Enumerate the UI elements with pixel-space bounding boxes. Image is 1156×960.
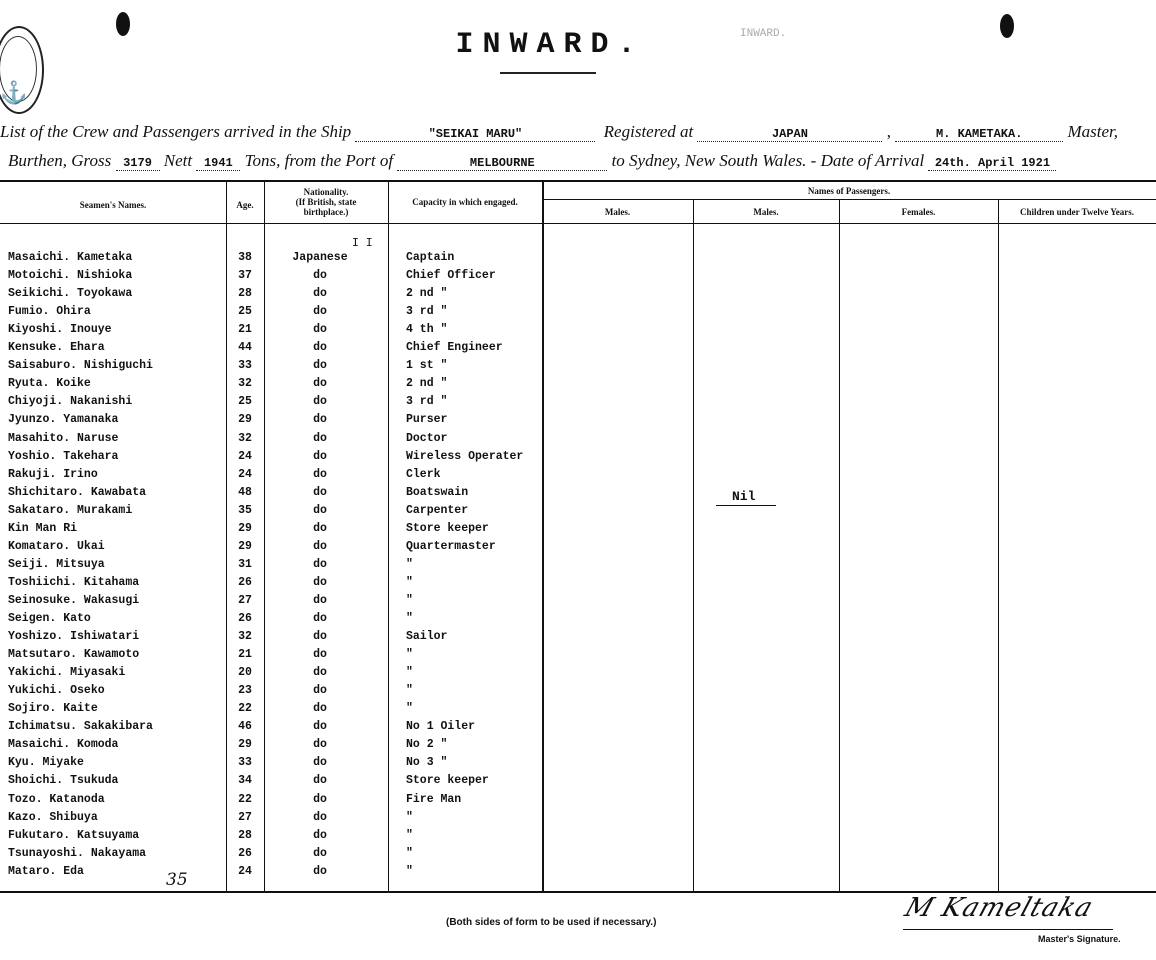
- crew-nationality: do: [313, 612, 327, 625]
- crew-nationality: do: [313, 756, 327, 770]
- crew-capacity: Doctor: [406, 431, 448, 445]
- header-line-2: [8, 151, 1056, 171]
- crew-nationality: do: [313, 269, 327, 283]
- crew-name: Motoichi. Nishioka: [8, 269, 133, 283]
- col-header-females: Females.: [901, 207, 936, 217]
- crew-name: Toshiichi. Kitahama: [8, 575, 140, 589]
- nil-underline: [716, 505, 776, 506]
- col-divider-capacity: [388, 182, 389, 892]
- crew-nationality: do: [313, 323, 327, 337]
- crew-nationality: do: [313, 539, 327, 553]
- col-divider-females: [839, 200, 840, 892]
- col-header-males-2: Males.: [753, 207, 779, 217]
- total-crew-annotation: 35: [166, 870, 188, 890]
- crew-capacity: Store keeper: [406, 774, 489, 788]
- crew-age: 28: [238, 828, 252, 842]
- crew-nationality: Japanese: [292, 251, 348, 264]
- crew-age: 25: [238, 305, 252, 319]
- crew-age: 24: [238, 449, 252, 463]
- crew-age: 32: [238, 630, 252, 644]
- tons-from-label: Tons, from the Port of: [244, 151, 394, 170]
- crew-capacity: No 2 ": [406, 738, 448, 752]
- crew-nationality: do: [313, 738, 327, 752]
- crew-name: Fumio. Ohira: [8, 305, 91, 319]
- anchor-icon: ⚓: [0, 80, 28, 105]
- crew-capacity: 4 th ": [406, 323, 448, 337]
- crew-capacity: Carpenter: [406, 503, 469, 517]
- footer-note: (Both sides of form to be used if necessary.): [446, 917, 657, 928]
- signature-line: [903, 929, 1113, 930]
- bleed-through-text: INWARD.: [740, 28, 787, 40]
- nett-tonnage: 1941: [196, 156, 240, 171]
- crew-nationality: do: [313, 864, 327, 878]
- crew-name: Saisaburo. Nishiguchi: [8, 359, 153, 373]
- crew-age: 29: [238, 413, 252, 427]
- crew-name: Ryuta. Koike: [8, 377, 91, 391]
- crew-age: 29: [238, 539, 252, 553]
- crew-age: 26: [238, 575, 252, 589]
- crew-capacity: Chief Engineer: [406, 341, 503, 355]
- crew-name: Seikichi. Toyokawa: [8, 287, 133, 301]
- col-header-capacity: Capacity in which engaged.: [412, 197, 518, 207]
- crew-name: Yoshizo. Ishiwatari: [8, 630, 140, 644]
- crew-age: 32: [238, 377, 252, 391]
- arrival-date: 24th. April 1921: [928, 156, 1056, 171]
- col-header-age: Age.: [236, 200, 254, 210]
- crew-age: 33: [238, 359, 252, 373]
- crew-capacity: ": [406, 810, 413, 824]
- crew-capacity: Store keeper: [406, 521, 489, 535]
- crew-name: Masahito. Naruse: [8, 431, 119, 445]
- crew-age: 22: [238, 792, 252, 806]
- gross-tonnage: 3179: [116, 156, 160, 171]
- signature-label: Master's Signature.: [1038, 934, 1121, 944]
- col-header-name: Seamen's Names.: [79, 200, 147, 210]
- table-header-rule: [0, 223, 1156, 224]
- crew-capacity: ": [406, 557, 413, 571]
- crew-capacity: ": [406, 828, 413, 842]
- crew-age: 21: [238, 648, 252, 662]
- burthen-label: Burthen, Gross: [8, 151, 112, 170]
- registered-at: JAPAN: [697, 127, 882, 142]
- crew-age: 32: [238, 431, 252, 445]
- nett-label: Nett: [163, 151, 193, 170]
- crew-capacity: No 3 ": [406, 756, 448, 770]
- crew-nationality: do: [313, 485, 327, 499]
- header-line-1: List of the Crew and Passengers arrived in the Ship "SEIKAI MARU" Registered at JAPAN , M. KAMETAKA. Master,: [0, 122, 1118, 141]
- crew-nationality: do: [313, 593, 327, 607]
- stray-mark: I I: [352, 237, 373, 250]
- crew-nationality: do: [313, 359, 327, 373]
- crew-age: 28: [238, 287, 252, 301]
- col-header-children: Children under Twelve Years.: [1019, 207, 1134, 217]
- master-signature: M Kameltaka: [901, 893, 1098, 923]
- crew-capacity: 2 nd ": [406, 287, 448, 301]
- passengers-nil: Nil: [732, 489, 756, 504]
- crew-nationality: do: [313, 846, 327, 860]
- crew-nationality: do: [313, 521, 327, 535]
- crew-capacity: 3 rd ": [406, 305, 448, 319]
- crew-name: Kazo. Shibuya: [8, 810, 98, 824]
- crew-age: 44: [238, 341, 252, 355]
- crew-capacity: ": [406, 846, 413, 860]
- crew-name: Yoshio. Takehara: [8, 449, 119, 463]
- crew-capacity: Purser: [406, 413, 448, 427]
- crew-name: Tozo. Katanoda: [8, 792, 105, 806]
- crew-age: 27: [238, 593, 252, 607]
- crew-capacity: Captain: [406, 251, 455, 264]
- col-header-nationality: [264, 187, 388, 217]
- crew-name: Chiyoji. Nakanishi: [8, 395, 133, 409]
- master-label: Master,: [1067, 122, 1118, 141]
- ship-prefix-label: List of the Crew and Passengers arrived in the Ship: [0, 122, 352, 141]
- crew-capacity: ": [406, 684, 413, 698]
- crew-age: 34: [238, 774, 252, 788]
- crew-nationality: do: [313, 467, 327, 481]
- crew-age: 48: [238, 485, 252, 499]
- crew-capacity: ": [406, 593, 413, 607]
- crew-capacity: ": [406, 648, 413, 662]
- crew-capacity: ": [406, 702, 413, 716]
- crew-capacity: Quartermaster: [406, 539, 496, 553]
- crew-name: Shichitaro. Kawabata: [8, 485, 147, 499]
- crew-capacity: 2 nd ": [406, 377, 448, 391]
- crew-age: 46: [238, 720, 252, 734]
- crew-age: 33: [238, 756, 252, 770]
- crew-age: 23: [238, 684, 252, 698]
- crew-age: 27: [238, 810, 252, 824]
- crew-nationality: do: [313, 684, 327, 698]
- crew-name: Kin Man Ri: [8, 521, 78, 535]
- crew-nationality: do: [313, 557, 327, 571]
- crew-nationality: do: [313, 774, 327, 788]
- col-divider-males2: [693, 200, 694, 892]
- crew-name: Ichimatsu. Sakakibara: [8, 720, 153, 734]
- crew-nationality: do: [313, 341, 327, 355]
- crew-age: 29: [238, 738, 252, 752]
- crew-name: Seinosuke. Wakasugi: [8, 593, 140, 607]
- registered-label: Registered at: [603, 122, 694, 141]
- crew-nationality: do: [313, 666, 327, 680]
- crew-nationality: do: [313, 630, 327, 644]
- crew-name: Kyu. Miyake: [8, 756, 84, 770]
- crew-age: 25: [238, 395, 252, 409]
- crew-nationality: do: [313, 720, 327, 734]
- crew-age: 35: [238, 503, 252, 517]
- crew-age: 29: [238, 521, 252, 535]
- crew-name: Seiji. Mitsuya: [8, 557, 105, 571]
- crew-name: Masaichi. Kametaka: [8, 251, 133, 264]
- crew-capacity: Sailor: [406, 630, 448, 644]
- nationality-title: Nationality.: [303, 187, 349, 197]
- crew-age: 24: [238, 467, 252, 481]
- nationality-note: (If British, state birthplace.): [295, 197, 357, 217]
- crew-capacity: Chief Officer: [406, 269, 496, 283]
- crew-nationality: do: [313, 431, 327, 445]
- col-divider-passengers: [542, 182, 544, 892]
- ship-name: "SEIKAI MARU": [355, 127, 595, 142]
- crew-name: Matsutaro. Kawamoto: [8, 648, 140, 662]
- crew-age: 38: [238, 251, 252, 264]
- crew-name: Sojiro. Kaite: [8, 702, 98, 716]
- to-sydney-label: to Sydney, New South Wales. - Date of Arrival: [611, 151, 925, 170]
- col-header-males-1: Males.: [604, 207, 631, 217]
- crew-age: 31: [238, 557, 252, 571]
- crew-name: Yukichi. Oseko: [8, 684, 105, 698]
- crew-name: Yakichi. Miyasaki: [8, 666, 126, 680]
- crew-nationality: do: [313, 395, 327, 409]
- crew-capacity: 1 st ": [406, 359, 448, 373]
- crew-nationality: do: [313, 287, 327, 301]
- crew-nationality: do: [313, 413, 327, 427]
- crew-nationality: do: [313, 828, 327, 842]
- crew-age: 37: [238, 269, 252, 283]
- crew-nationality: do: [313, 503, 327, 517]
- crew-capacity: No 1 Oiler: [406, 720, 476, 734]
- crew-nationality: do: [313, 792, 327, 806]
- col-header-passengers: Names of Passengers.: [807, 186, 891, 196]
- crew-name: Seigen. Kato: [8, 612, 91, 625]
- crew-name: Rakuji. Irino: [8, 467, 98, 481]
- crew-age: 26: [238, 612, 252, 625]
- port-from: MELBOURNE: [397, 156, 607, 171]
- crew-name: Sakataro. Murakami: [8, 503, 133, 517]
- crew-name: Kiyoshi. Inouye: [8, 323, 112, 337]
- crew-capacity: 3 rd ": [406, 395, 448, 409]
- crew-capacity: Clerk: [406, 467, 441, 481]
- crew-capacity: Wireless Operater: [406, 449, 524, 463]
- crew-name: Jyunzo. Yamanaka: [8, 413, 119, 427]
- page-title: INWARD.: [455, 28, 645, 62]
- crew-nationality: do: [313, 377, 327, 391]
- col-divider-children: [998, 200, 999, 892]
- master-name: M. KAMETAKA.: [895, 127, 1063, 142]
- crew-name: Masaichi. Komoda: [8, 738, 119, 752]
- crew-age: 22: [238, 702, 252, 716]
- crew-capacity: Fire Man: [406, 792, 462, 806]
- crew-age: 26: [238, 846, 252, 860]
- crew-name: Mataro. Eda: [8, 864, 84, 878]
- crew-capacity: ": [406, 864, 413, 878]
- crew-name: Tsunayoshi. Nakayama: [8, 846, 147, 860]
- crew-nationality: do: [313, 810, 327, 824]
- crew-name: Komataro. Ukai: [8, 539, 105, 553]
- crew-capacity: ": [406, 575, 413, 589]
- crew-age: 20: [238, 666, 252, 680]
- crew-age: 21: [238, 323, 252, 337]
- crew-nationality: do: [313, 449, 327, 463]
- crew-capacity: ": [406, 612, 413, 625]
- table-top-rule: [0, 180, 1156, 182]
- crew-nationality: do: [313, 702, 327, 716]
- crew-capacity: ": [406, 666, 413, 680]
- crew-age: 24: [238, 864, 252, 878]
- crew-capacity: Boatswain: [406, 485, 469, 499]
- passenger-subheader-rule: [542, 199, 1156, 200]
- crew-name: Fukutaro. Katsuyama: [8, 828, 140, 842]
- crew-nationality: do: [313, 575, 327, 589]
- crew-name: Shoichi. Tsukuda: [8, 774, 119, 788]
- crew-name: Kensuke. Ehara: [8, 341, 105, 355]
- crew-nationality: do: [313, 305, 327, 319]
- crew-nationality: do: [313, 648, 327, 662]
- title-underline: [500, 72, 596, 74]
